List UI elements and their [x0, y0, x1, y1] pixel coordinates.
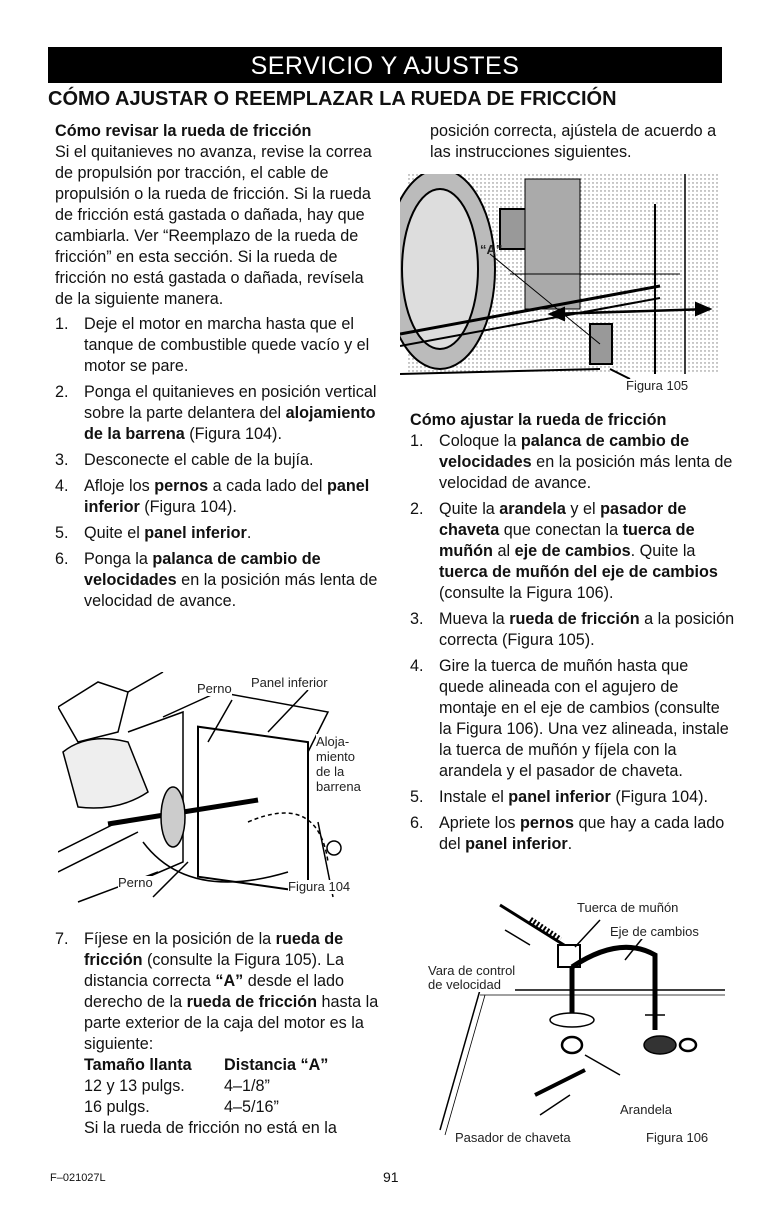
- left-column: [55, 121, 380, 617]
- step-term: palanca de cambio de velocidades: [84, 550, 321, 589]
- step-number: 2.: [55, 383, 69, 401]
- label-alojamiento-line: de la: [316, 764, 345, 779]
- step-number: 3.: [410, 610, 424, 628]
- step-number: 6.: [55, 550, 69, 568]
- step-term: tuerca de muñón: [439, 521, 695, 560]
- figure-105: [400, 174, 722, 392]
- step-term: arandela: [499, 500, 566, 518]
- label-vara-control-line: de velocidad: [428, 977, 501, 992]
- step-term: tuerca de muñón del eje de cambios: [439, 563, 718, 581]
- step-term: pernos: [519, 814, 574, 832]
- figure-104-caption: Figura 104: [288, 879, 351, 894]
- label-eje-cambios: Eje de cambios: [610, 924, 699, 939]
- table-header: Distancia “A”: [224, 1056, 329, 1074]
- step-number: 7.: [55, 930, 69, 948]
- label-alojamiento-line: miento: [316, 749, 356, 764]
- check-steps-list-continued: [55, 929, 380, 1055]
- continued-text: Si la rueda de fricción no está en la: [84, 1119, 337, 1137]
- tire-distance-table: [84, 1055, 380, 1118]
- list-item: [410, 656, 735, 782]
- step-text: Ponga la: [84, 550, 153, 568]
- list-item: [55, 523, 380, 544]
- step-number: 3.: [55, 451, 69, 469]
- step-term: “A”: [215, 972, 244, 990]
- step-term: panel inferior: [508, 788, 611, 806]
- step-text: Deje el motor en marcha hasta que el tanque de combustible quede vacío y el motor se pare.: [84, 315, 370, 375]
- list-item: [55, 929, 380, 1055]
- table-cell: 4–1/8”: [224, 1077, 270, 1095]
- step-number: 4.: [55, 477, 69, 495]
- list-item: [55, 314, 380, 377]
- figure-106: [420, 895, 740, 1157]
- step-number: 1.: [410, 432, 424, 450]
- step-term: rueda de fricción: [186, 993, 318, 1011]
- label-alojamiento-line: barrena: [316, 779, 361, 794]
- step-term: panel inferior: [84, 477, 370, 516]
- table-header: Tamaño llanta: [84, 1056, 192, 1074]
- step-text: Ponga el quitanieves en posición vertical sobre la parte delantera del: [84, 383, 377, 422]
- step-text: (consulte la Figura 106).: [439, 584, 614, 602]
- table-cell: 12 y 13 pulgs.: [84, 1077, 185, 1095]
- table-cell: 4–5/16”: [224, 1098, 279, 1116]
- label-perno-bottom: Perno: [118, 875, 153, 890]
- step-text: Quite el: [84, 524, 145, 542]
- list-item: [55, 476, 380, 518]
- right-column: [410, 121, 735, 163]
- step-number: 5.: [55, 524, 69, 542]
- step-text: Instale el: [439, 788, 509, 806]
- label-tuerca-munon: Tuerca de muñón: [577, 900, 679, 915]
- step-text: en la posición más lenta de velocidad de avance.: [84, 571, 378, 610]
- label-vara-control-line: Vara de control: [428, 963, 516, 978]
- right-column-continued: [410, 410, 735, 860]
- label-arandela: Arandela: [620, 1102, 673, 1117]
- continued-paragraph: posición correcta, ajústela de acuerdo a las instrucciones siguientes.: [430, 122, 717, 161]
- section-banner: SERVICIO Y AJUSTES: [48, 47, 722, 83]
- step-text: (Figura 104).: [184, 425, 282, 443]
- section-heading: Cómo revisar la rueda de fricción: [55, 122, 312, 140]
- page-title: CÓMO AJUSTAR O REEMPLAZAR LA RUEDA DE FRICCIÓN: [48, 88, 617, 110]
- step-number: 2.: [410, 500, 424, 518]
- step-number: 5.: [410, 788, 424, 806]
- left-column-continued: [55, 929, 380, 1139]
- label-panel-inferior: Panel inferior: [251, 675, 328, 690]
- step-term: rueda de fricción: [84, 930, 344, 969]
- step-number: 6.: [410, 814, 424, 832]
- page-number: 91: [383, 1169, 399, 1185]
- list-item: [410, 499, 735, 604]
- figure-105-caption: Figura 105: [626, 378, 689, 393]
- step-term: panel inferior: [465, 835, 568, 853]
- step-term: panel inferior: [144, 524, 247, 542]
- step-text: .: [246, 524, 252, 542]
- figure-106-caption: Figura 106: [646, 1130, 709, 1145]
- label-perno-top: Perno: [197, 681, 232, 696]
- list-item: [55, 549, 380, 612]
- step-term: pasador de chaveta: [439, 500, 687, 539]
- step-term: alojamiento de la barrena: [84, 404, 376, 443]
- step-text: Apriete los: [439, 814, 520, 832]
- list-item: [410, 431, 735, 494]
- check-steps-list: [55, 314, 380, 612]
- step-text: que hay a cada lado del: [439, 814, 725, 853]
- step-text: Quite la: [439, 500, 500, 518]
- label-distance-a: “A”: [480, 242, 503, 257]
- step-term: eje de cambios: [514, 542, 631, 560]
- step-term: rueda de fricción: [509, 610, 640, 628]
- step-text: desde el lado derecho de la: [84, 972, 345, 1011]
- step-term: palanca de cambio de velocidades: [439, 432, 690, 471]
- adjust-steps-list: [410, 431, 735, 855]
- label-vara-control: [428, 964, 515, 992]
- step-text: (Figura 104).: [139, 498, 237, 516]
- step-term: pernos: [154, 477, 209, 495]
- step-text: que conectan la: [499, 521, 623, 539]
- step-text: . Quite la: [630, 542, 696, 560]
- label-pasador-chaveta: Pasador de chaveta: [455, 1130, 571, 1145]
- step-text: Gire la tuerca de muñón hasta que quede alineada con el agujero de montaje en el eje de cambios (consulte la Figura 106). Una vez alineada, instale la tuerca de muñón y fíjela con la arandela y el pasador de chaveta.: [439, 657, 729, 780]
- step-text: al: [492, 542, 515, 560]
- step-text: (Figura 104).: [610, 788, 709, 806]
- step-text: Coloque la: [439, 432, 521, 450]
- step-number: 1.: [55, 315, 69, 333]
- step-text: hasta la parte exterior de la caja del motor es la siguiente:: [84, 993, 379, 1053]
- intro-paragraph: Si el quitanieves no avanza, revise la correa de propulsión por tracción, el cable de propulsión o la rueda de fricción. Si la rueda de fricción está gastada o dañada, hay que cambiarla. Ver “Reemplazo de la rueda de fricción” en esta sección. Si la rueda de fricción no está gastada o dañada, revísela de la siguiente manera.: [55, 143, 372, 308]
- figure-105-illustration: [400, 174, 722, 392]
- list-item: [410, 609, 735, 651]
- document-code: F–021027L: [50, 1172, 106, 1184]
- step-text: a cada lado del: [208, 477, 327, 495]
- step-text: a la posición correcta (Figura 105).: [439, 610, 735, 649]
- step-text: y el: [565, 500, 601, 518]
- step-number: 4.: [410, 657, 424, 675]
- step-text: Mueva la: [439, 610, 510, 628]
- section-heading: Cómo ajustar la rueda de fricción: [410, 411, 667, 429]
- figure-104: [58, 672, 378, 908]
- step-text: Fíjese en la posición de la: [84, 930, 276, 948]
- table-cell: 16 pulgs.: [84, 1098, 150, 1116]
- label-alojamiento-line: Aloja-: [316, 734, 350, 749]
- list-item: [55, 382, 380, 445]
- step-text: en la posición más lenta de velocidad de avance.: [439, 453, 733, 492]
- step-text: Desconecte el cable de la bujía.: [84, 451, 314, 469]
- step-text: .: [567, 835, 573, 853]
- step-text: (consulte la Figura 105). La distancia correcta: [84, 951, 345, 990]
- list-item: [55, 450, 380, 471]
- label-alojamiento: [316, 734, 361, 794]
- list-item: [410, 813, 735, 855]
- list-item: [410, 787, 735, 808]
- step-text: Afloje los: [84, 477, 155, 495]
